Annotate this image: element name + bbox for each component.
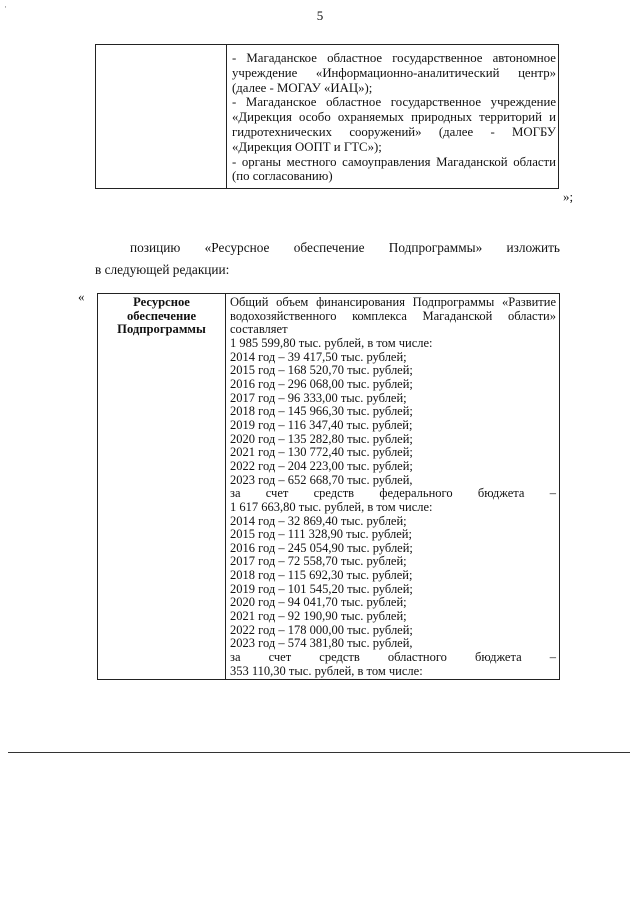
- year-federal-line: 2021 год – 92 190,90 тыс. рублей;: [230, 609, 407, 624]
- executor-item: - Магаданское областное государственное учреждение «Дирекция особо охраняемых природных территорий и гидротехнических сооружений» (далее - МОГБУ «Дирекция ООПТ и ГТС»);: [232, 95, 556, 154]
- executor-item: - органы местного самоуправления Магаданской области (по согласованию): [232, 154, 556, 184]
- year-total-line: 2015 год – 168 520,70 тыс. рублей;: [230, 363, 413, 378]
- corner-mark: ·: [4, 2, 7, 12]
- closing-quote: »;: [563, 189, 574, 204]
- funding-total: 1 985 599,80 тыс. рублей, в том числе:: [230, 335, 433, 350]
- paragraph-line-2: в следующей редакции:: [95, 262, 230, 277]
- resource-label-cell: [98, 294, 226, 680]
- year-federal-line: 2022 год – 178 000,00 тыс. рублей;: [230, 622, 413, 637]
- year-total-line: 2018 год – 145 966,30 тыс. рублей;: [230, 404, 413, 419]
- year-total-line: 2022 год – 204 223,00 тыс. рублей;: [230, 458, 413, 473]
- executors-table: [95, 44, 559, 189]
- year-total-line: 2019 год – 116 347,40 тыс. рублей;: [230, 417, 413, 432]
- executor-item: - Магаданское областное государственное автономное учреждение «Информационно-аналитический центр» (далее - МОГАУ «ИАЦ»);: [232, 51, 556, 95]
- year-federal-line: 2014 год – 32 869,40 тыс. рублей;: [230, 513, 407, 528]
- opening-quote: «: [78, 289, 85, 304]
- year-total-line: 2016 год – 296 068,00 тыс. рублей;: [230, 376, 413, 391]
- year-federal-line: 2023 год – 574 381,80 тыс. рублей,: [230, 636, 413, 651]
- year-federal-line: 2016 год – 245 054,90 тыс. рублей;: [230, 540, 413, 555]
- year-total-line: 2021 год – 130 772,40 тыс. рублей;: [230, 445, 413, 460]
- year-total-line: 2017 год – 96 333,00 тыс. рублей;: [230, 390, 407, 405]
- regional-intro: за счет средств областного бюджета –: [230, 650, 556, 665]
- resource-label: Ресурсное обеспечение Подпрограммы: [117, 295, 206, 337]
- year-federal-line: 2019 год – 101 545,20 тыс. рублей;: [230, 581, 413, 596]
- footer-rule: [8, 752, 630, 753]
- executors-table-right-cell: [227, 45, 559, 189]
- regional-total: 353 110,30 тыс. рублей, в том числе:: [230, 663, 423, 678]
- resource-table: [97, 293, 560, 680]
- year-federal-line: 2015 год – 111 328,90 тыс. рублей;: [230, 527, 412, 542]
- funding-intro: Общий объем финансирования Подпрограммы «Развитие водохозяйственного комплекса Магаданской области» составляет: [230, 295, 556, 337]
- year-federal-line: 2017 год – 72 558,70 тыс. рублей;: [230, 554, 407, 569]
- year-federal-line: 2018 год – 115 692,30 тыс. рублей;: [230, 568, 413, 583]
- executors-table-left-cell: [96, 45, 227, 189]
- paragraph-line-1: позицию «Ресурсное обеспечение Подпрограммы» изложить: [130, 240, 560, 255]
- year-total-line: 2014 год – 39 417,50 тыс. рублей;: [230, 349, 407, 364]
- year-total-line: 2020 год – 135 282,80 тыс. рублей;: [230, 431, 413, 446]
- federal-total: 1 617 663,80 тыс. рублей, в том числе:: [230, 499, 433, 514]
- year-federal-line: 2020 год – 94 041,70 тыс. рублей;: [230, 595, 407, 610]
- year-total-line: 2023 год – 652 668,70 тыс. рублей,: [230, 472, 413, 487]
- page-number: 5: [316, 8, 324, 23]
- federal-intro: за счет средств федерального бюджета –: [230, 486, 556, 501]
- resource-content-cell: [226, 294, 560, 680]
